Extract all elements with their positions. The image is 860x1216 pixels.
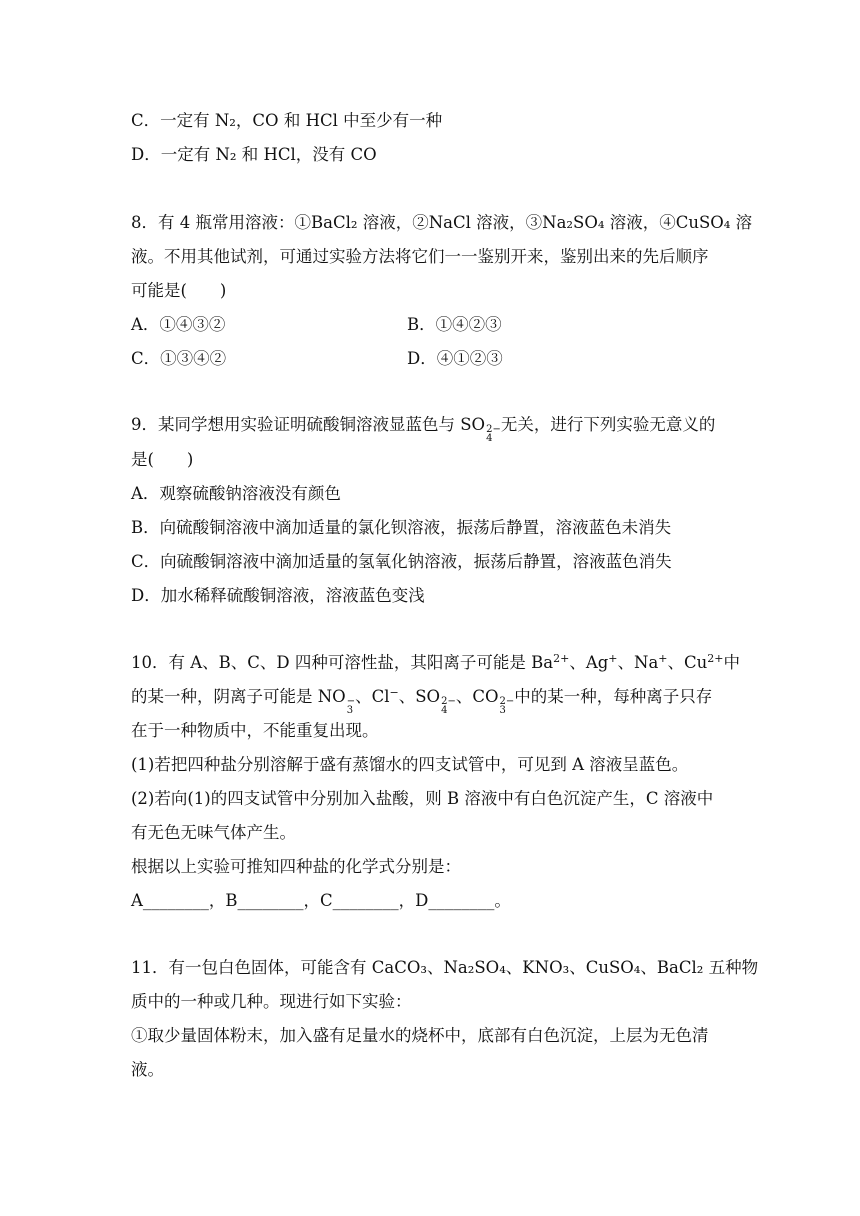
q9-option-c: C．向硫酸铜溶液中滴加适量的氢氧化钠溶液，振荡后静置，溶液蓝色消失 [131,552,672,571]
q10-prompt: 根据以上实验可推知四种盐的化学式分别是： [131,857,461,876]
q11-step1-line2: 液。 [131,1060,164,1079]
text: 、CO [455,687,499,706]
q10-condition-2: (2)若向(1)的四支试管中分别加入盐酸，则 B 溶液中有白色沉淀产生，C 溶液中 [131,789,714,808]
sulfate-ion [485,413,501,443]
text: 的某一种，阴离子可能是 NO [131,687,346,706]
q10-condition-2-cont: 有无色无味气体产生。 [131,823,296,842]
charge-label: − [346,696,356,707]
nitrate-ion [346,685,355,715]
subscript-label: 4 [441,705,448,716]
sulfate-ion [440,685,456,715]
text: 、Ag [569,653,609,672]
text: 10．有 A、B、C、D 四种可溶性盐，其阳离子可能是 Ba [131,653,554,672]
q11-stem-line2: 质中的一种或几种。现进行如下实验： [131,992,412,1011]
q7-option-c: C．一定有 N₂，CO 和 HCl 中至少有一种 [131,111,443,130]
q10-stem-line3: 在于一种物质中，不能重复出现。 [131,721,379,740]
subscript-label: 3 [346,705,354,716]
q8-option-a: A．①④③② [131,315,226,334]
q11-stem-line1: 11．有一包白色固体，可能含有 CaCO₃、Na₂SO₄、KNO₃、CuSO₄、BaCl₂ 五种物 [131,958,759,977]
charge-label: + [658,652,668,665]
subscript-label: 4 [486,433,493,444]
charge-label: 2− [486,424,501,435]
q10-stem-line2 [131,685,741,715]
q9-stem-text-end: 无关，进行下列实验无意义的 [500,415,716,434]
q10-condition-1: (1)若把四种盐分别溶解于盛有蒸馏水的四支试管中，可见到 A 溶液呈蓝色。 [131,755,689,774]
charge-label: 2+ [553,652,570,665]
q8-option-b: B．①④②③ [407,315,502,334]
charge-label: 2+ [707,652,724,665]
q11-step1-line1: ①取少量固体粉末，加入盛有足量水的烧杯中，底部有白色沉淀，上层为无色清 [131,1026,709,1045]
q9-stem-line2: 是( ) [131,450,194,469]
q10-stem-line1 [131,651,741,675]
text: 、Na [617,653,659,672]
text: 、Cl [355,687,390,706]
q9-stem-text: 9．某同学想用实验证明硫酸铜溶液显蓝色与 SO [131,415,486,434]
q10-answer-blanks: A________，B________，C________，D________。 [131,891,511,910]
charge-label: + [608,652,618,665]
carbonate-ion [498,685,514,715]
text: 、Cu [667,653,708,672]
subscript-label: 3 [499,705,506,716]
charge-label: − [389,686,399,699]
q8-option-c: C．①③④② [131,349,227,368]
text: 中 [723,653,740,672]
q8-stem-line3: 可能是( ) [131,281,227,300]
text: 中的某一种，每种离子只存 [514,687,713,706]
q8-options-row2 [131,347,741,371]
charge-label: 2− [499,696,515,707]
text: 、SO [398,687,441,706]
charge-label: 2− [441,696,456,707]
q8-stem-line1: 8．有 4 瓶常用溶液：①BaCl₂ 溶液，②NaCl 溶液，③Na₂SO₄ 溶液，④CuSO₄ 溶 [131,213,753,232]
q9-option-d: D．加水稀释硫酸铜溶液，溶液蓝色变浅 [131,586,425,605]
q9-option-b: B．向硫酸铜溶液中滴加适量的氯化钡溶液，振荡后静置，溶液蓝色未消失 [131,518,672,537]
q8-stem-line2: 液。不用其他试剂，可通过实验方法将它们一一鉴别开来，鉴别出来的先后顺序 [131,247,709,266]
q9-option-a: A．观察硫酸钠溶液没有颜色 [131,484,341,503]
q8-options-row1 [131,313,741,337]
q8-option-d: D．④①②③ [407,349,503,368]
q9-stem-line1 [131,413,741,443]
q7-option-d: D．一定有 N₂ 和 HCl，没有 CO [131,145,377,164]
